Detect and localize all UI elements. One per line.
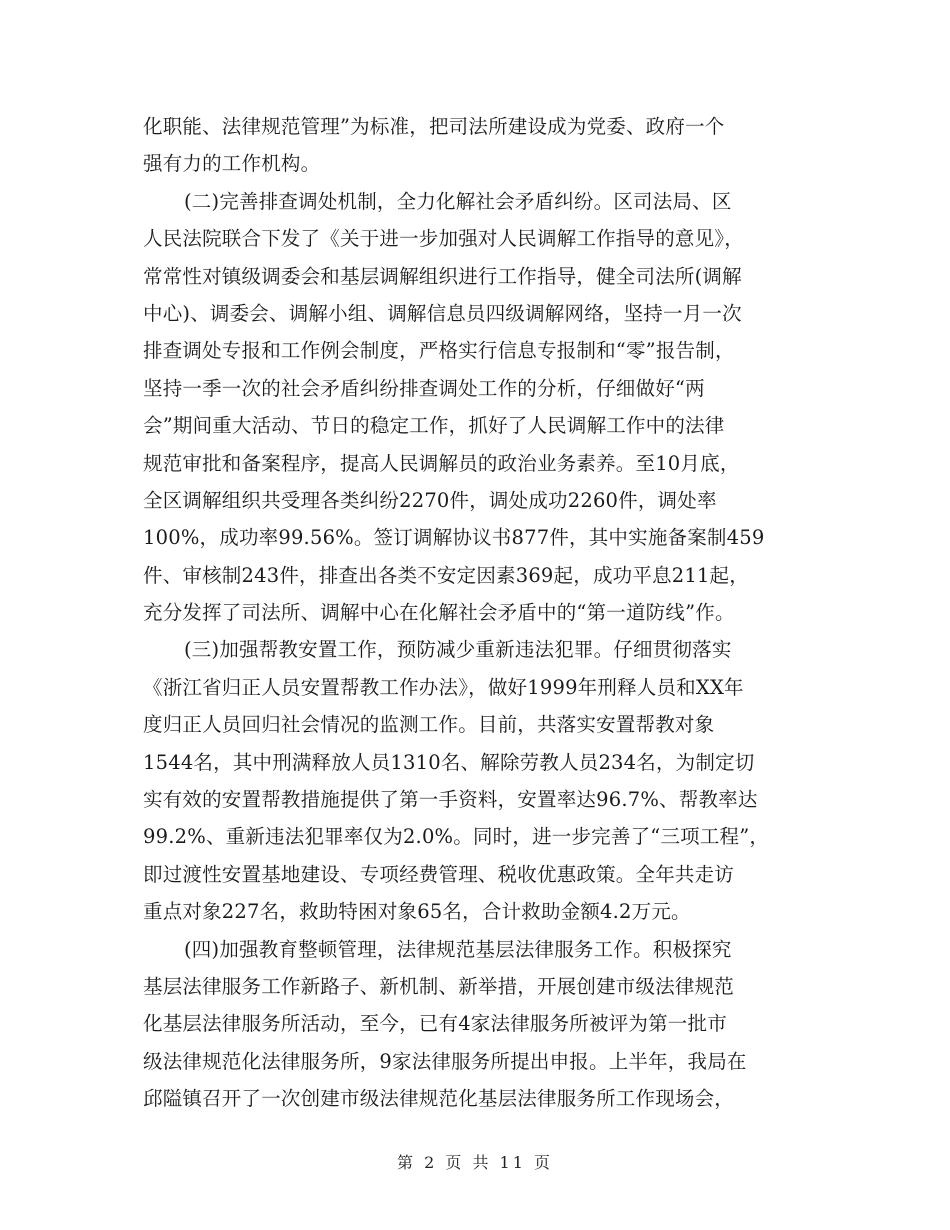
text-line: 度归正人员回归社会情况的监测工作。目前，共落实安置帮教对象 [143, 713, 715, 737]
text-line: 会”期间重大活动、节日的稳定工作，抓好了人民调解工作中的法律 [143, 414, 725, 438]
text-line: 实有效的安置帮教措施提供了第一手资料，安置率达96.7%、帮教率达 [143, 788, 758, 812]
text-line: 强有力的工作机构。 [143, 152, 321, 176]
text-line: 中心)、调委会、调解小组、调解信息员四级调解网络，坚持一月一次 [143, 301, 742, 325]
text-line: 《浙江省归正人员安置帮教工作办法》，做好1999年刑释人员和XX年 [143, 675, 744, 699]
text-line: 基层法律服务工作新路子、新机制、新举措，开展创建市级法律规范 [143, 974, 735, 998]
text-line: 即过渡性安置基地建设、专项经费管理、税收优惠政策。全年共走访 [143, 862, 735, 886]
text-line: 1544名，其中刑满释放人员1310名、解除劳教人员234名，为制定切 [143, 750, 755, 774]
text-line: 规范审批和备案程序，提高人民调解员的政治业务素养。至10月底， [143, 451, 740, 475]
text-line: 全区调解组织共受理各类纠纷2270件，调处成功2260件，调处率 [143, 488, 717, 512]
text-line: 重点对象227名，救助特困对象65名，合计救助金额4.2万元。 [143, 900, 691, 924]
page-footer: 第 2 页 共 11 页 [397, 1153, 553, 1172]
text-line: 化基层法律服务所活动，至今，已有4家法律服务所被评为第一批市 [143, 1012, 727, 1036]
text-line: 人民法院联合下发了《关于进一步加强对人民调解工作指导的意见》， [143, 227, 744, 251]
document-body [143, 108, 823, 1118]
paragraph-first-line: (三)加强帮教安置工作，预防减少重新违法犯罪。仔细贯彻落实 [184, 638, 732, 662]
text-line: 级法律规范化法律服务所，9家法律服务所提出申报。上半年，我局在 [143, 1049, 747, 1073]
paragraph-first-line: (四)加强教育整顿管理，法律规范基层法律服务工作。积极探究 [184, 937, 732, 961]
text-line: 件、审核制243件，排查出各类不安定因素369起，成功平息211起， [143, 563, 749, 587]
text-line: 邱隘镇召开了一次创建市级法律规范化基层法律服务所工作现场会， [143, 1087, 735, 1111]
text-line: 充分发挥了司法所、调解中心在化解社会矛盾中的“第一道防线”作。 [143, 601, 735, 625]
text-line: 排查调处专报和工作例会制度，严格实行信息专报制和“零”报告制， [143, 339, 735, 363]
text-line: 99.2%、重新违法犯罪率仅为2.0%。同时，进一步完善了“三项工程”， [143, 825, 770, 849]
paragraph-first-line: (二)完善排查调处机制，全力化解社会矛盾纠纷。区司法局、区 [184, 189, 732, 213]
text-line: 化职能、法律规范管理”为标准，把司法所建设成为党委、政府一个 [143, 115, 725, 138]
text-line: 100%，成功率99.56%。签订调解协议书877件，其中实施备案制459 [143, 526, 765, 550]
text-line: 坚持一季一次的社会矛盾纠纷排查调处工作的分析，仔细做好“两 [143, 376, 705, 400]
text-line: 常常性对镇级调委会和基层调解组织进行工作指导，健全司法所(调解 [143, 264, 742, 288]
